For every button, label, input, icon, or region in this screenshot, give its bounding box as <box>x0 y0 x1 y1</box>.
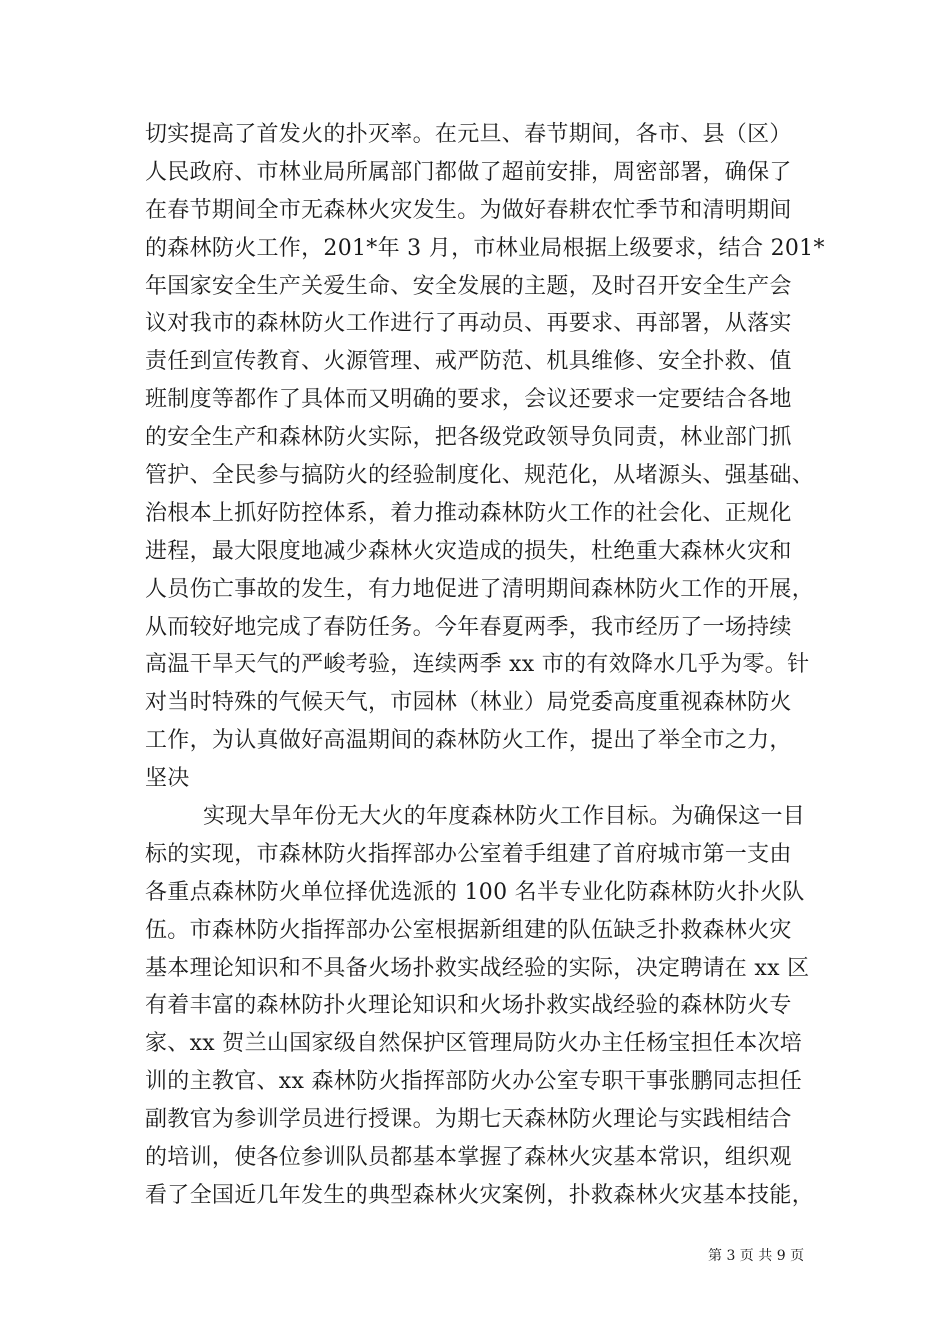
page-number: 第 3 页 共 9 页 <box>708 1248 805 1264</box>
text-line: 在春节期间全市无森林火灾发生。为做好春耕农忙季节和清明期间 <box>145 197 792 223</box>
text-line: 坚决 <box>145 766 190 792</box>
text-line: 有着丰富的森林防扑火理论知识和火场扑救实战经验的森林防火专 <box>145 993 792 1019</box>
text-line: 切实提高了首发火的扑灭率。在元旦、春节期间，各市、县（区） <box>145 122 792 147</box>
text-line: 的培训，使各位参训队员都基本掌握了森林火灾基本常识，组织观 <box>145 1145 792 1171</box>
text-line: 的森林防火工作，201*年 3 月，市林业局根据上级要求，结合 201* <box>145 235 825 261</box>
text-line: 人民政府、市林业局所属部门都做了超前安排，周密部署，确保了 <box>145 159 792 185</box>
text-line: 工作，为认真做好高温期间的森林防火工作，提出了举全市之力， <box>145 728 792 754</box>
text-line: 对当时特殊的气候天气，市园林（林业）局党委高度重视森林防火 <box>145 690 792 716</box>
text-line: 进程，最大限度地减少森林火灾造成的损失，杜绝重大森林火灾和 <box>145 538 792 564</box>
text-line: 人员伤亡事故的发生，有力地促进了清明期间森林防火工作的开展， <box>145 576 815 602</box>
text-line: 高温干旱天气的严峻考验，连续两季 xx 市的有效降水几乎为零。针 <box>145 652 810 678</box>
text-line: 管护、全民参与搞防火的经验制度化、规范化，从堵源头、强基础、 <box>145 463 815 489</box>
text-line: 的安全生产和森林防火实际，把各级党政领导负同责，林业部门抓 <box>145 425 792 451</box>
text-line: 从而较好地完成了春防任务。今年春夏两季，我市经历了一场持续 <box>145 614 792 640</box>
text-line: 家、xx 贺兰山国家级自然保护区管理局防火办主任杨宝担任本次培 <box>145 1031 803 1057</box>
text-line: 伍。市森林防火指挥部办公室根据新组建的队伍缺乏扑救森林火灾 <box>145 917 792 943</box>
text-line: 看了全国近几年发生的典型森林火灾案例，扑救森林火灾基本技能， <box>145 1182 815 1208</box>
text-line: 年国家安全生产关爱生命、安全发展的主题，及时召开安全生产会 <box>145 273 792 299</box>
body-text <box>145 116 825 1215</box>
text-line: 责任到宣传教育、火源管理、戒严防范、机具维修、安全扑救、值 <box>145 349 792 375</box>
text-line: 标的实现，市森林防火指挥部办公室着手组建了首府城市第一支由 <box>145 841 792 867</box>
text-line: 各重点森林防火单位择优选派的 100 名半专业化防森林防火扑火队 <box>145 879 805 905</box>
text-line: 基本理论知识和不具备火场扑救实战经验的实际，决定聘请在 xx 区 <box>145 955 810 981</box>
text-line: 治根本上抓好防控体系，着力推动森林防火工作的社会化、正规化 <box>145 500 792 526</box>
text-line: 副教官为参训学员进行授课。为期七天森林防火理论与实践相结合 <box>145 1107 792 1133</box>
text-line: 实现大旱年份无大火的年度森林防火工作目标。为确保这一目 <box>203 804 806 830</box>
text-line: 训的主教官、xx 森林防火指挥部防火办公室专职干事张鹏同志担任 <box>145 1069 803 1095</box>
text-line: 议对我市的森林防火工作进行了再动员、再要求、再部署，从落实 <box>145 311 792 337</box>
text-line: 班制度等都作了具体而又明确的要求，会议还要求一定要结合各地 <box>145 387 792 413</box>
